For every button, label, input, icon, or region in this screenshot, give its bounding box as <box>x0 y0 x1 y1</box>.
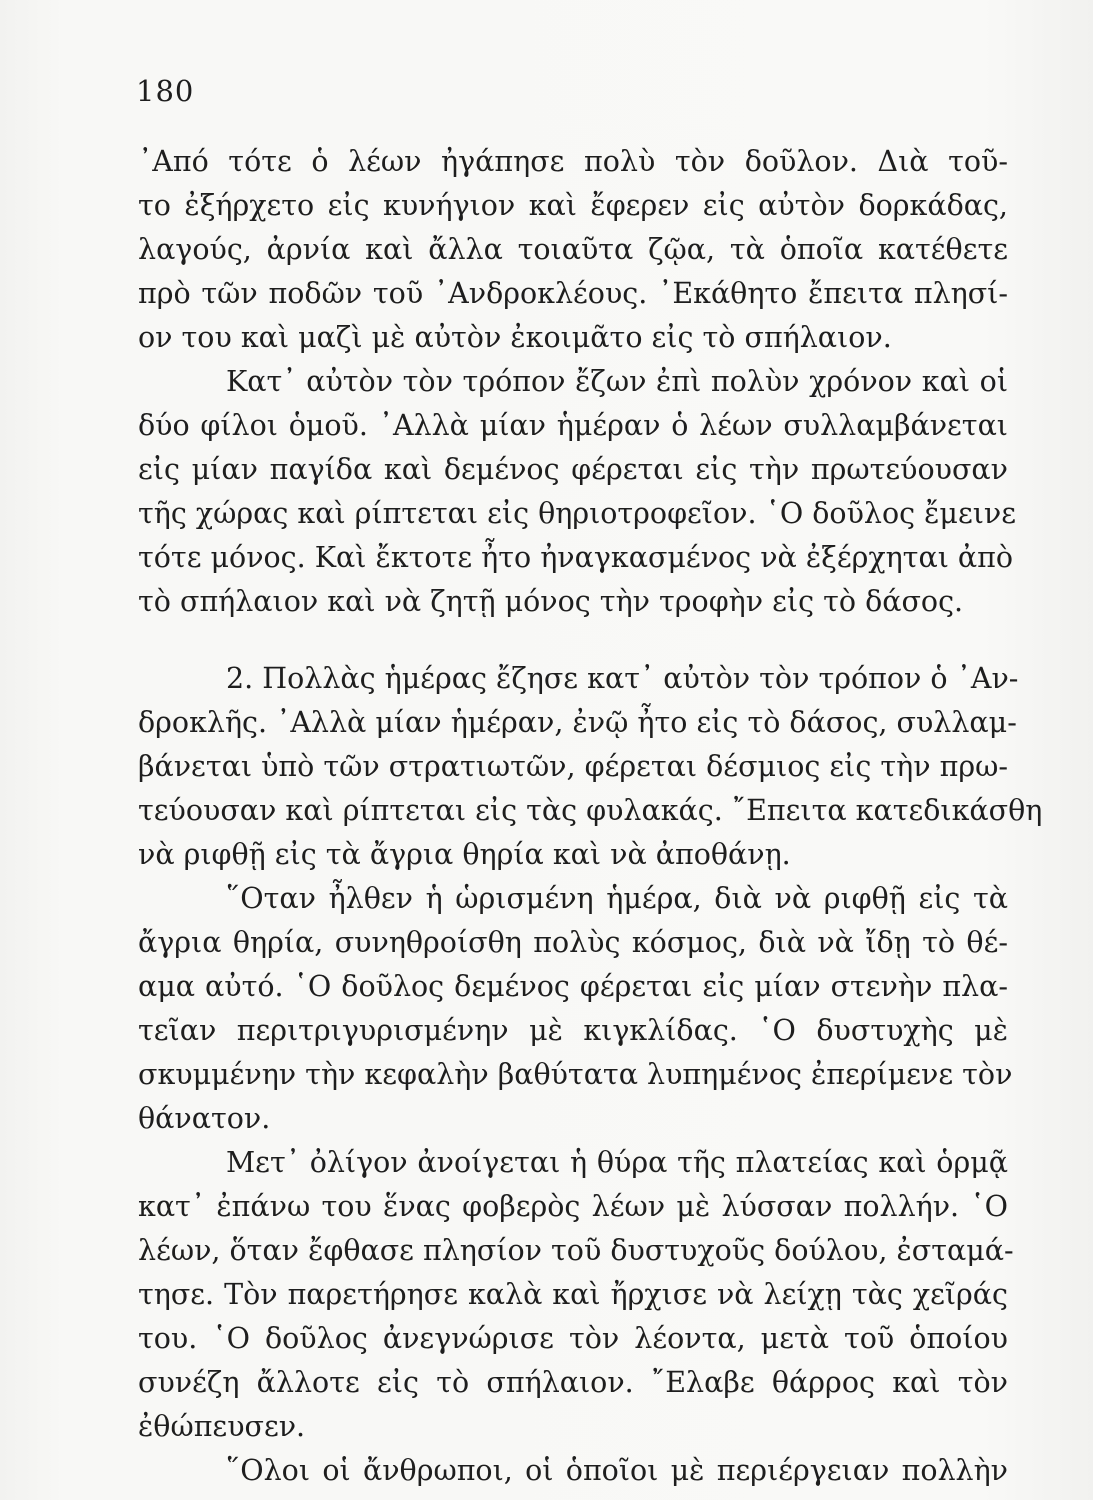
text-line: τεῖαν περιτριγυρισμένην μὲ κιγκλίδας. ῾Ο δυστυχὴς μὲ <box>138 1014 1008 1047</box>
text-line: δροκλῆς. ᾿Αλλὰ μίαν ἡμέραν, ἐνῷ ἦτο εἰς τὸ δάσος, συλλαμ- <box>138 706 1017 739</box>
text-line: ἄγρια θηρία, συνηθροίσθη πολὺς κόσμος, διὰ νὰ ἴδῃ τὸ θέ- <box>138 926 1008 959</box>
text-line: ῞Οταν ἦλθεν ἡ ὡρισμένη ἡμέρα, διὰ νὰ ριφθῇ εἰς τὰ <box>226 882 1008 915</box>
text-line: τεύουσαν καὶ ρίπτεται εἰς τὰς φυλακάς. ῎Επειτα κατεδικάσθη <box>138 794 1043 827</box>
text-line: τῆς χώρας καὶ ρίπτεται εἰς θηριοτροφεῖον. ῾Ο δοῦλος ἔμεινε <box>138 497 1016 530</box>
text-line: πρὸ τῶν ποδῶν τοῦ ᾿Ανδροκλέους. ᾿Εκάθητο ἔπειτα πλησί- <box>138 277 1008 310</box>
text-line: τησε. Τὸν παρετήρησε καλὰ καὶ ἤρχισε νὰ λείχῃ τὰς χεῖράς <box>138 1278 1008 1311</box>
text-line: τότε μόνος. Καὶ ἔκτοτε ἦτο ἠναγκασμένος νὰ ἐξέρχηται ἀπὸ <box>138 541 1014 574</box>
text-line: δύο φίλοι ὁμοῦ. ᾿Αλλὰ μίαν ἡμέραν ὁ λέων συλλαμβάνεται <box>138 409 1008 442</box>
text-line: βάνεται ὑπὸ τῶν στρατιωτῶν, φέρεται δέσμιος εἰς τὴν πρω- <box>138 750 1008 783</box>
text-line: τὸ σπήλαιον καὶ νὰ ζητῇ μόνος τὴν τροφὴν εἰς τὸ δάσος. <box>138 585 964 618</box>
text-line: το ἐξήρχετο εἰς κυνήγιον καὶ ἔφερεν εἰς αὐτὸν δορκάδας, <box>138 189 1008 222</box>
text-line: ἐθώπευσεν. <box>138 1410 306 1443</box>
text-line: εἰς μίαν παγίδα καὶ δεμένος φέρεται εἰς τὴν πρωτεύουσαν <box>138 453 1008 486</box>
text-line: νὰ ριφθῇ εἰς τὰ ἄγρια θηρία καὶ νὰ ἀποθάνῃ. <box>138 838 791 871</box>
text-line: λαγούς, ἀρνία καὶ ἄλλα τοιαῦτα ζῷα, τὰ ὁποῖα κατέθετε <box>138 233 1008 266</box>
text-line: Κατ᾿ αὐτὸν τὸν τρόπον ἔζων ἐπὶ πολὺν χρόνον καὶ οἱ <box>226 365 1008 398</box>
text-line: 2. Πολλὰς ἡμέρας ἔζησε κατ᾿ αὐτὸν τὸν τρόπον ὁ ᾿Αν- <box>226 662 1019 695</box>
text-line: συνέζη ἄλλοτε εἰς τὸ σπήλαιον. ῎Ελαβε θάρρος καὶ τὸν <box>138 1366 1008 1399</box>
page-number: 180 <box>136 74 195 108</box>
text-line: του. ῾Ο δοῦλος ἀνεγνώρισε τὸν λέοντα, μετὰ τοῦ ὁποίου <box>138 1322 1008 1355</box>
text-line: λέων, ὅταν ἔφθασε πλησίον τοῦ δυστυχοῦς δούλου, ἐσταμά- <box>138 1234 1014 1267</box>
text-line: αμα αὐτό. ῾Ο δοῦλος δεμένος φέρεται εἰς μίαν στενὴν πλα- <box>138 970 1008 1003</box>
text-line: ον του καὶ μαζὶ μὲ αὐτὸν ἐκοιμᾶτο εἰς τὸ σπήλαιον. <box>138 321 892 354</box>
text-line: θάνατον. <box>138 1102 271 1135</box>
text-line: Μετ᾿ ὀλίγον ἀνοίγεται ἡ θύρα τῆς πλατείας καὶ ὁρμᾷ <box>226 1146 1008 1179</box>
text-line: κατ᾿ ἐπάνω του ἕνας φοβερὸς λέων μὲ λύσσαν πολλήν. ῾Ο <box>138 1190 1008 1223</box>
text-line: σκυμμένην τὴν κεφαλὴν βαθύτατα λυπημένος ἐπερίμενε τὸν <box>138 1058 1013 1091</box>
text-line: ῞Ολοι οἱ ἄνθρωποι, οἱ ὁποῖοι μὲ περιέργειαν πολλὴν <box>226 1454 1008 1487</box>
text-line: ᾿Από τότε ὁ λέων ἠγάπησε πολὺ τὸν δοῦλον. Διὰ τοῦ- <box>138 145 1008 178</box>
